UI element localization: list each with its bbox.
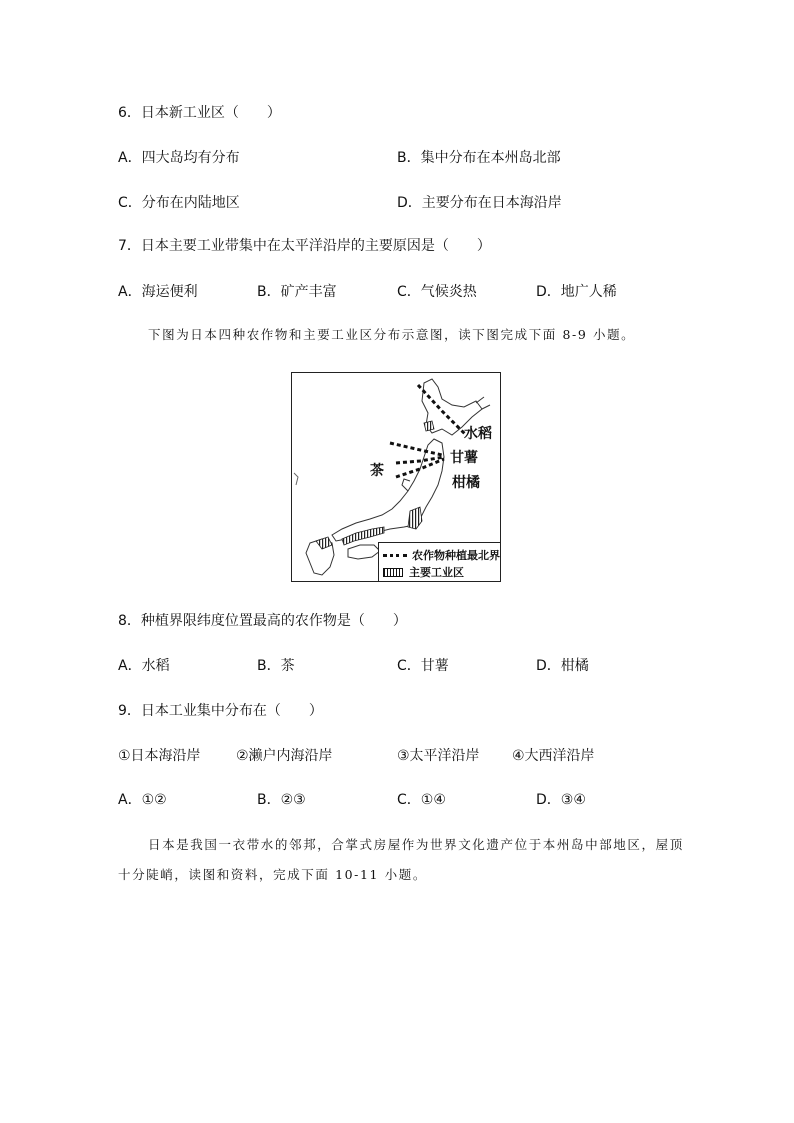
legend-boundary: [383, 547, 500, 563]
q7-option-b: B．矿产丰富: [257, 284, 337, 300]
q9-option-c: C．①④: [397, 792, 446, 808]
label-rice: 水稻: [464, 426, 492, 442]
industrial-area-hokkaido: [424, 421, 434, 431]
q8-option-b: B．茶: [257, 658, 295, 674]
map-legend: [378, 542, 500, 581]
q9-item-3: ③太平洋沿岸: [397, 748, 480, 764]
legend-industrial-label: 主要工业区: [409, 566, 464, 579]
question-7-stem: 7．日本主要工业带集中在太平洋沿岸的主要原因是（ ）: [118, 238, 491, 254]
q7-option-c: C．气候炎热: [397, 284, 477, 300]
question-9-stem: 9．日本工业集中分布在（ ）: [118, 703, 323, 719]
question-8-stem: 8．种植界限纬度位置最高的农作物是（ ）: [118, 613, 407, 629]
mainland-coast: [294, 473, 298, 485]
q8-option-d: D．柑橘: [536, 658, 589, 674]
q9-item-4: ④大西洋沿岸: [512, 748, 595, 764]
intro-10-11-line2: 十分陡峭，读图和资料，完成下面 10-11 小题。: [118, 867, 427, 882]
dotted-line-symbol: [383, 554, 407, 557]
legend-industrial: [383, 564, 464, 580]
q6-option-b: B．集中分布在本州岛北部: [397, 150, 561, 166]
shikoku-island: [348, 545, 380, 559]
intro-10-11-line1: 日本是我国一衣带水的邻邦，合掌式房屋作为世界文化遗产位于本州岛中部地区，屋顶: [148, 837, 684, 852]
q9-option-b: B．②③: [257, 792, 306, 808]
japan-crop-map: [291, 372, 501, 582]
hatched-area-symbol: [383, 568, 403, 577]
q8-option-c: C．甘薯: [397, 658, 449, 674]
q9-item-1: ①日本海沿岸: [118, 748, 201, 764]
label-citrus: 柑橘: [452, 475, 480, 491]
question-6-stem: 6．日本新工业区（ ）: [118, 105, 281, 121]
q9-item-2: ②濑户内海沿岸: [236, 748, 333, 764]
legend-boundary-label: 农作物种植最北界: [412, 549, 500, 562]
q6-option-a: A．四大岛均有分布: [118, 150, 240, 166]
q6-option-d: D．主要分布在日本海沿岸: [397, 195, 562, 211]
honshu-island: [332, 439, 444, 541]
q9-option-a: A．①②: [118, 792, 167, 808]
label-tea: 茶: [370, 463, 384, 479]
intro-8-9: 下图为日本四种农作物和主要工业区分布示意图，读下图完成下面 8-9 小题。: [148, 327, 636, 342]
q6-option-c: C．分布在内陆地区: [118, 195, 240, 211]
q9-option-d: D．③④: [536, 792, 586, 808]
label-sweet-potato: 甘薯: [450, 450, 478, 466]
q7-option-a: A．海运便利: [118, 284, 198, 300]
q8-option-a: A．水稻: [118, 658, 170, 674]
q7-option-d: D．地广人稀: [536, 284, 617, 300]
